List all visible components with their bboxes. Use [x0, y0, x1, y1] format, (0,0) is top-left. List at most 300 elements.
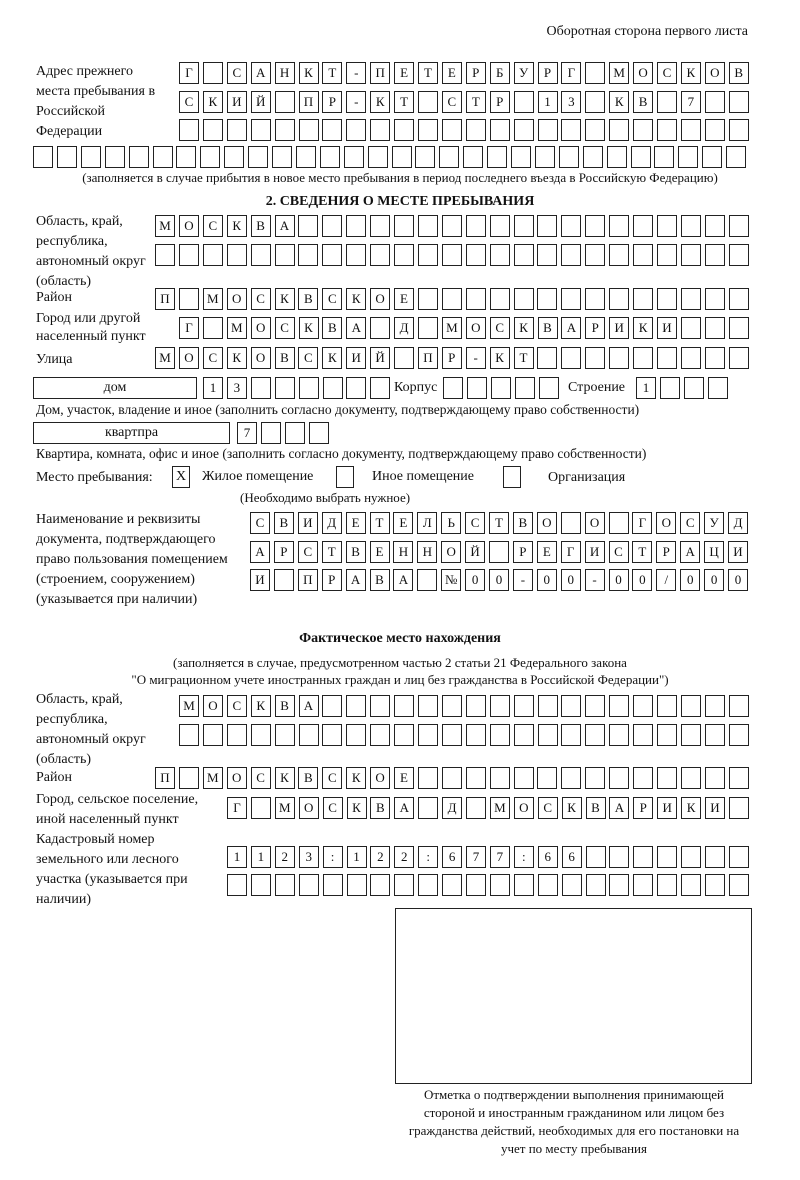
- letter-cell[interactable]: [561, 347, 581, 369]
- letter-cell[interactable]: Р: [322, 91, 342, 113]
- letter-cell[interactable]: М: [179, 695, 199, 717]
- letter-cell[interactable]: О: [441, 541, 461, 563]
- letter-cell[interactable]: С: [442, 91, 462, 113]
- letter-cell[interactable]: Г: [561, 62, 581, 84]
- letter-cell[interactable]: 2: [370, 846, 390, 868]
- letter-cell[interactable]: Д: [394, 317, 414, 339]
- letter-cell[interactable]: А: [346, 569, 366, 591]
- letter-cell[interactable]: [248, 146, 268, 168]
- letter-cell[interactable]: П: [155, 288, 175, 310]
- letter-cell[interactable]: [705, 695, 725, 717]
- letter-cell[interactable]: К: [681, 797, 701, 819]
- letter-cell[interactable]: В: [370, 797, 390, 819]
- letter-cell[interactable]: [633, 119, 653, 141]
- letter-cell[interactable]: О: [251, 317, 271, 339]
- letter-cell[interactable]: [299, 377, 319, 399]
- letter-cell[interactable]: С: [179, 91, 199, 113]
- letter-cell[interactable]: С: [227, 695, 247, 717]
- letter-cell[interactable]: [370, 377, 390, 399]
- letter-cell[interactable]: [203, 724, 223, 746]
- letter-cell[interactable]: П: [298, 569, 318, 591]
- letter-cell[interactable]: Н: [393, 541, 413, 563]
- letter-cell[interactable]: [179, 119, 199, 141]
- letter-cell[interactable]: [299, 874, 319, 896]
- letter-cell[interactable]: [586, 846, 606, 868]
- letter-cell[interactable]: Ц: [704, 541, 724, 563]
- letter-cell[interactable]: С: [251, 767, 271, 789]
- letter-cell[interactable]: [561, 215, 581, 237]
- letter-cell[interactable]: [586, 874, 606, 896]
- letter-cell[interactable]: [251, 874, 271, 896]
- letter-cell[interactable]: [561, 244, 581, 266]
- letter-cell[interactable]: [261, 422, 281, 444]
- letter-cell[interactable]: -: [513, 569, 533, 591]
- letter-cell[interactable]: В: [538, 317, 558, 339]
- letter-cell[interactable]: [467, 377, 487, 399]
- letter-cell[interactable]: [684, 377, 704, 399]
- letter-cell[interactable]: 0: [680, 569, 700, 591]
- letter-cell[interactable]: 0: [728, 569, 748, 591]
- letter-cell[interactable]: [585, 767, 605, 789]
- letter-cell[interactable]: [705, 874, 725, 896]
- letter-cell[interactable]: [729, 846, 749, 868]
- letter-cell[interactable]: [583, 146, 603, 168]
- letter-cell[interactable]: [726, 146, 746, 168]
- letter-cell[interactable]: А: [394, 797, 414, 819]
- letter-cell[interactable]: Р: [274, 541, 294, 563]
- letter-cell[interactable]: [442, 244, 462, 266]
- letter-cell[interactable]: Т: [466, 91, 486, 113]
- letter-cell[interactable]: П: [155, 767, 175, 789]
- letter-cell[interactable]: [511, 146, 531, 168]
- letter-cell[interactable]: В: [729, 62, 749, 84]
- letter-cell[interactable]: [392, 146, 412, 168]
- letter-cell[interactable]: [344, 146, 364, 168]
- letter-cell[interactable]: Й: [465, 541, 485, 563]
- letter-cell[interactable]: [609, 119, 629, 141]
- letter-cell[interactable]: О: [537, 512, 557, 534]
- letter-cell[interactable]: 3: [561, 91, 581, 113]
- letter-cell[interactable]: [179, 288, 199, 310]
- letter-cell[interactable]: Н: [417, 541, 437, 563]
- letter-cell[interactable]: М: [203, 288, 223, 310]
- letter-cell[interactable]: [346, 119, 366, 141]
- letter-cell[interactable]: В: [322, 317, 342, 339]
- letter-cell[interactable]: В: [251, 215, 271, 237]
- letter-cell[interactable]: [705, 91, 725, 113]
- letter-cell[interactable]: В: [298, 288, 318, 310]
- letter-cell[interactable]: [514, 767, 534, 789]
- letter-cell[interactable]: [681, 215, 701, 237]
- letter-cell[interactable]: [466, 874, 486, 896]
- letter-cell[interactable]: [275, 874, 295, 896]
- letter-cell[interactable]: А: [299, 695, 319, 717]
- letter-cell[interactable]: [678, 146, 698, 168]
- letter-cell[interactable]: И: [609, 317, 629, 339]
- letter-cell[interactable]: [681, 846, 701, 868]
- letter-cell[interactable]: [585, 244, 605, 266]
- letter-cell[interactable]: Т: [322, 541, 342, 563]
- letter-cell[interactable]: [394, 347, 414, 369]
- letter-cell[interactable]: [296, 146, 316, 168]
- letter-cell[interactable]: [463, 146, 483, 168]
- letter-cell[interactable]: К: [347, 797, 367, 819]
- letter-cell[interactable]: С: [490, 317, 510, 339]
- letter-cell[interactable]: [585, 288, 605, 310]
- letter-cell[interactable]: [729, 244, 749, 266]
- letter-cell[interactable]: М: [442, 317, 462, 339]
- letter-cell[interactable]: :: [514, 846, 534, 868]
- letter-cell[interactable]: К: [227, 347, 247, 369]
- letter-cell[interactable]: [251, 377, 271, 399]
- letter-cell[interactable]: [323, 377, 343, 399]
- letter-cell[interactable]: [585, 724, 605, 746]
- letter-cell[interactable]: [609, 874, 629, 896]
- letter-cell[interactable]: [129, 146, 149, 168]
- letter-cell[interactable]: Г: [179, 317, 199, 339]
- letter-cell[interactable]: :: [418, 846, 438, 868]
- letter-cell[interactable]: [153, 146, 173, 168]
- letter-cell[interactable]: И: [705, 797, 725, 819]
- letter-cell[interactable]: [490, 288, 510, 310]
- letter-cell[interactable]: С: [203, 215, 223, 237]
- letter-cell[interactable]: [491, 377, 511, 399]
- letter-cell[interactable]: [490, 724, 510, 746]
- letter-cell[interactable]: С: [322, 288, 342, 310]
- letter-cell[interactable]: [729, 215, 749, 237]
- letter-cell[interactable]: [466, 695, 486, 717]
- letter-cell[interactable]: А: [393, 569, 413, 591]
- letter-cell[interactable]: К: [633, 317, 653, 339]
- letter-cell[interactable]: [299, 119, 319, 141]
- letter-cell[interactable]: О: [299, 797, 319, 819]
- letter-cell[interactable]: [561, 724, 581, 746]
- letter-cell[interactable]: [514, 215, 534, 237]
- letter-cell[interactable]: [443, 377, 463, 399]
- letter-cell[interactable]: [539, 377, 559, 399]
- letter-cell[interactable]: [657, 244, 677, 266]
- letter-cell[interactable]: [200, 146, 220, 168]
- letter-cell[interactable]: [415, 146, 435, 168]
- letter-cell[interactable]: [57, 146, 77, 168]
- letter-cell[interactable]: [176, 146, 196, 168]
- letter-cell[interactable]: [394, 215, 414, 237]
- letter-cell[interactable]: О: [370, 767, 390, 789]
- letter-cell[interactable]: К: [251, 695, 271, 717]
- checkbox-organization[interactable]: [503, 466, 521, 488]
- letter-cell[interactable]: [705, 846, 725, 868]
- letter-cell[interactable]: И: [657, 317, 677, 339]
- letter-cell[interactable]: [729, 119, 749, 141]
- letter-cell[interactable]: [466, 244, 486, 266]
- letter-cell[interactable]: Н: [275, 62, 295, 84]
- letter-cell[interactable]: -: [346, 91, 366, 113]
- letter-cell[interactable]: [514, 724, 534, 746]
- letter-cell[interactable]: [179, 767, 199, 789]
- letter-cell[interactable]: [466, 288, 486, 310]
- letter-cell[interactable]: [322, 215, 342, 237]
- letter-cell[interactable]: К: [322, 347, 342, 369]
- letter-cell[interactable]: В: [274, 512, 294, 534]
- letter-cell[interactable]: Б: [490, 62, 510, 84]
- letter-cell[interactable]: [370, 724, 390, 746]
- letter-cell[interactable]: [490, 119, 510, 141]
- letter-cell[interactable]: [657, 119, 677, 141]
- letter-cell[interactable]: 1: [251, 846, 271, 868]
- letter-cell[interactable]: [515, 377, 535, 399]
- letter-cell[interactable]: 1: [227, 846, 247, 868]
- letter-cell[interactable]: Т: [632, 541, 652, 563]
- letter-cell[interactable]: М: [155, 347, 175, 369]
- letter-cell[interactable]: К: [227, 215, 247, 237]
- letter-cell[interactable]: [514, 695, 534, 717]
- letter-cell[interactable]: [442, 119, 462, 141]
- letter-cell[interactable]: [729, 874, 749, 896]
- letter-cell[interactable]: Р: [466, 62, 486, 84]
- letter-cell[interactable]: О: [179, 215, 199, 237]
- letter-cell[interactable]: [251, 797, 271, 819]
- letter-cell[interactable]: [681, 317, 701, 339]
- letter-cell[interactable]: [346, 244, 366, 266]
- letter-cell[interactable]: Г: [561, 541, 581, 563]
- letter-cell[interactable]: Р: [490, 91, 510, 113]
- letter-cell[interactable]: М: [227, 317, 247, 339]
- letter-cell[interactable]: [227, 874, 247, 896]
- letter-cell[interactable]: А: [609, 797, 629, 819]
- letter-cell[interactable]: О: [585, 512, 605, 534]
- letter-cell[interactable]: М: [275, 797, 295, 819]
- letter-cell[interactable]: С: [298, 541, 318, 563]
- letter-cell[interactable]: [224, 146, 244, 168]
- letter-cell[interactable]: К: [346, 767, 366, 789]
- letter-cell[interactable]: [370, 695, 390, 717]
- letter-cell[interactable]: [81, 146, 101, 168]
- letter-cell[interactable]: [609, 512, 629, 534]
- letter-cell[interactable]: [585, 91, 605, 113]
- letter-cell[interactable]: [394, 874, 414, 896]
- letter-cell[interactable]: [490, 244, 510, 266]
- letter-cell[interactable]: [585, 695, 605, 717]
- letter-cell[interactable]: А: [346, 317, 366, 339]
- letter-cell[interactable]: О: [179, 347, 199, 369]
- letter-cell[interactable]: С: [322, 767, 342, 789]
- letter-cell[interactable]: [657, 724, 677, 746]
- letter-cell[interactable]: [203, 62, 223, 84]
- letter-cell[interactable]: [275, 724, 295, 746]
- letter-cell[interactable]: [514, 91, 534, 113]
- letter-cell[interactable]: И: [657, 797, 677, 819]
- letter-cell[interactable]: К: [681, 62, 701, 84]
- letter-cell[interactable]: [561, 119, 581, 141]
- letter-cell[interactable]: Е: [537, 541, 557, 563]
- letter-cell[interactable]: Р: [322, 569, 342, 591]
- letter-cell[interactable]: Д: [442, 797, 462, 819]
- letter-cell[interactable]: [657, 91, 677, 113]
- letter-cell[interactable]: [418, 215, 438, 237]
- letter-cell[interactable]: У: [704, 512, 724, 534]
- letter-cell[interactable]: И: [585, 541, 605, 563]
- letter-cell[interactable]: [708, 377, 728, 399]
- letter-cell[interactable]: 0: [609, 569, 629, 591]
- letter-cell[interactable]: [705, 724, 725, 746]
- letter-cell[interactable]: Т: [418, 62, 438, 84]
- letter-cell[interactable]: [322, 695, 342, 717]
- letter-cell[interactable]: [490, 874, 510, 896]
- letter-cell[interactable]: [442, 724, 462, 746]
- letter-cell[interactable]: [514, 288, 534, 310]
- letter-cell[interactable]: [633, 846, 653, 868]
- letter-cell[interactable]: 7: [466, 846, 486, 868]
- letter-cell[interactable]: [609, 347, 629, 369]
- letter-cell[interactable]: Г: [227, 797, 247, 819]
- letter-cell[interactable]: [561, 695, 581, 717]
- letter-cell[interactable]: [323, 874, 343, 896]
- letter-cell[interactable]: [251, 119, 271, 141]
- letter-cell[interactable]: 0: [561, 569, 581, 591]
- letter-cell[interactable]: [466, 119, 486, 141]
- letter-cell[interactable]: [466, 724, 486, 746]
- letter-cell[interactable]: 0: [704, 569, 724, 591]
- letter-cell[interactable]: Р: [513, 541, 533, 563]
- letter-cell[interactable]: [370, 119, 390, 141]
- letter-cell[interactable]: М: [490, 797, 510, 819]
- letter-cell[interactable]: О: [227, 767, 247, 789]
- letter-cell[interactable]: [346, 724, 366, 746]
- house-type-field[interactable]: дом: [33, 377, 197, 399]
- letter-cell[interactable]: К: [299, 317, 319, 339]
- letter-cell[interactable]: [368, 146, 388, 168]
- letter-cell[interactable]: [729, 91, 749, 113]
- letter-cell[interactable]: [681, 724, 701, 746]
- letter-cell[interactable]: К: [275, 288, 295, 310]
- letter-cell[interactable]: [585, 119, 605, 141]
- letter-cell[interactable]: [394, 724, 414, 746]
- letter-cell[interactable]: [272, 146, 292, 168]
- letter-cell[interactable]: [729, 347, 749, 369]
- letter-cell[interactable]: 0: [465, 569, 485, 591]
- letter-cell[interactable]: [442, 695, 462, 717]
- letter-cell[interactable]: Е: [370, 541, 390, 563]
- letter-cell[interactable]: [633, 695, 653, 717]
- letter-cell[interactable]: [490, 695, 510, 717]
- apartment-type-field[interactable]: квартпра: [33, 422, 230, 444]
- letter-cell[interactable]: 1: [538, 91, 558, 113]
- letter-cell[interactable]: 0: [489, 569, 509, 591]
- letter-cell[interactable]: [320, 146, 340, 168]
- letter-cell[interactable]: [466, 797, 486, 819]
- letter-cell[interactable]: [657, 695, 677, 717]
- letter-cell[interactable]: [275, 119, 295, 141]
- letter-cell[interactable]: [681, 288, 701, 310]
- letter-cell[interactable]: А: [275, 215, 295, 237]
- checkbox-other-premises[interactable]: [336, 466, 354, 488]
- letter-cell[interactable]: [537, 347, 557, 369]
- letter-cell[interactable]: [322, 724, 342, 746]
- letter-cell[interactable]: [705, 288, 725, 310]
- letter-cell[interactable]: И: [250, 569, 270, 591]
- letter-cell[interactable]: [681, 244, 701, 266]
- letter-cell[interactable]: [657, 767, 677, 789]
- letter-cell[interactable]: О: [656, 512, 676, 534]
- letter-cell[interactable]: С: [609, 541, 629, 563]
- letter-cell[interactable]: [537, 767, 557, 789]
- letter-cell[interactable]: 7: [490, 846, 510, 868]
- letter-cell[interactable]: 0: [537, 569, 557, 591]
- letter-cell[interactable]: 0: [632, 569, 652, 591]
- letter-cell[interactable]: Г: [179, 62, 199, 84]
- letter-cell[interactable]: [585, 62, 605, 84]
- letter-cell[interactable]: [347, 874, 367, 896]
- letter-cell[interactable]: [681, 695, 701, 717]
- letter-cell[interactable]: [370, 215, 390, 237]
- letter-cell[interactable]: [705, 215, 725, 237]
- letter-cell[interactable]: [705, 347, 725, 369]
- letter-cell[interactable]: [609, 244, 629, 266]
- letter-cell[interactable]: С: [680, 512, 700, 534]
- letter-cell[interactable]: Т: [394, 91, 414, 113]
- letter-cell[interactable]: [442, 767, 462, 789]
- letter-cell[interactable]: М: [609, 62, 629, 84]
- letter-cell[interactable]: /: [656, 569, 676, 591]
- letter-cell[interactable]: [514, 244, 534, 266]
- letter-cell[interactable]: [561, 288, 581, 310]
- letter-cell[interactable]: С: [251, 288, 271, 310]
- letter-cell[interactable]: [609, 215, 629, 237]
- letter-cell[interactable]: [203, 119, 223, 141]
- letter-cell[interactable]: [561, 512, 581, 534]
- letter-cell[interactable]: [538, 695, 558, 717]
- letter-cell[interactable]: [179, 244, 199, 266]
- letter-cell[interactable]: [633, 724, 653, 746]
- letter-cell[interactable]: 2: [394, 846, 414, 868]
- letter-cell[interactable]: Й: [251, 91, 271, 113]
- letter-cell[interactable]: [537, 215, 557, 237]
- letter-cell[interactable]: [535, 146, 555, 168]
- letter-cell[interactable]: [705, 119, 725, 141]
- letter-cell[interactable]: [633, 244, 653, 266]
- letter-cell[interactable]: -: [585, 569, 605, 591]
- letter-cell[interactable]: [309, 422, 329, 444]
- letter-cell[interactable]: [227, 724, 247, 746]
- letter-cell[interactable]: [346, 695, 366, 717]
- letter-cell[interactable]: [559, 146, 579, 168]
- letter-cell[interactable]: [418, 244, 438, 266]
- letter-cell[interactable]: Й: [370, 347, 390, 369]
- letter-cell[interactable]: О: [370, 288, 390, 310]
- letter-cell[interactable]: А: [680, 541, 700, 563]
- letter-cell[interactable]: Е: [394, 288, 414, 310]
- letter-cell[interactable]: [702, 146, 722, 168]
- letter-cell[interactable]: О: [514, 797, 534, 819]
- letter-cell[interactable]: С: [657, 62, 677, 84]
- letter-cell[interactable]: [537, 244, 557, 266]
- letter-cell[interactable]: С: [250, 512, 270, 534]
- letter-cell[interactable]: [729, 695, 749, 717]
- letter-cell[interactable]: [514, 874, 534, 896]
- letter-cell[interactable]: [442, 874, 462, 896]
- letter-cell[interactable]: [203, 317, 223, 339]
- letter-cell[interactable]: [489, 541, 509, 563]
- letter-cell[interactable]: [585, 347, 605, 369]
- letter-cell[interactable]: У: [514, 62, 534, 84]
- letter-cell[interactable]: [681, 874, 701, 896]
- letter-cell[interactable]: С: [465, 512, 485, 534]
- letter-cell[interactable]: В: [346, 541, 366, 563]
- letter-cell[interactable]: [418, 797, 438, 819]
- letter-cell[interactable]: [466, 215, 486, 237]
- letter-cell[interactable]: Т: [322, 62, 342, 84]
- letter-cell[interactable]: К: [514, 317, 534, 339]
